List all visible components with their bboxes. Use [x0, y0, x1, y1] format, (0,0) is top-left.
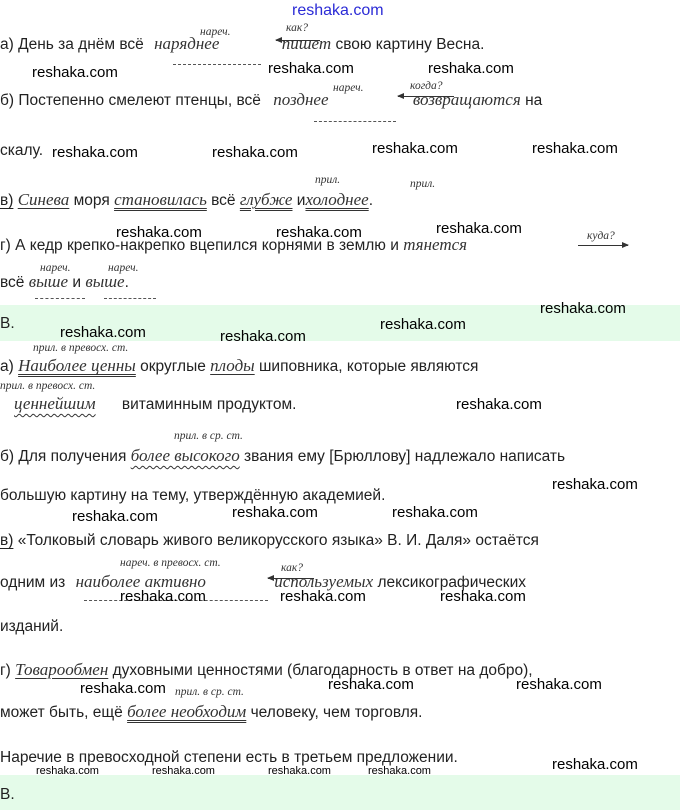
answer-band-2 — [0, 775, 680, 810]
text: свою картину Весна. — [335, 36, 485, 53]
watermark: reshaka.com — [212, 144, 298, 161]
annotation-question: как? — [281, 562, 303, 574]
sentence-2v — [0, 531, 539, 551]
sentence-2v-cont2: изданий. — [0, 618, 64, 635]
sentence-2g — [0, 660, 533, 681]
annotation-superlative: прил. в превосх. ст. — [33, 342, 129, 354]
sentence-1b — [0, 90, 542, 111]
sentence-2a — [0, 356, 478, 377]
word-subject: Синева — [17, 190, 70, 209]
sentence-2g-cont — [0, 702, 422, 723]
text: витаминным продуктом. — [121, 396, 297, 413]
watermark: reshaka.com — [116, 224, 202, 241]
watermark: reshaka.com — [436, 220, 522, 237]
watermark: reshaka.com — [72, 508, 158, 525]
sentence-2b-cont: большую картину на тему, утверждённую академией. — [0, 487, 386, 504]
word-adjective: более высокого — [130, 446, 240, 465]
watermark: reshaka.com — [276, 224, 362, 241]
watermark: reshaka.com — [440, 588, 526, 605]
watermark: reshaka.com — [552, 476, 638, 493]
dependency-arrow — [578, 245, 628, 246]
word-verb: возвращаются — [412, 90, 521, 109]
word-adverb: наряднее — [154, 34, 220, 53]
text: . — [124, 274, 129, 291]
word-adverb: позднее — [273, 90, 329, 109]
word-predicate-adjective: глубже — [239, 190, 293, 209]
text: всё — [0, 274, 25, 291]
word-subject: Товарообмен — [15, 660, 109, 679]
watermark: reshaka.com — [328, 676, 414, 693]
watermark: reshaka.com — [120, 588, 206, 605]
word-predicate-adjective: холоднее — [305, 190, 369, 209]
watermark: reshaka.com — [60, 324, 146, 341]
annotation-comparative: прил. в ср. ст. — [174, 430, 243, 442]
sentence-1g-cont — [0, 272, 129, 293]
sentence-2a-cont — [0, 394, 296, 415]
watermark: reshaka.com — [232, 504, 318, 521]
word-predicate: Наиболее ценны — [18, 356, 136, 375]
answer-mark: в) — [0, 192, 14, 209]
watermark: reshaka.com — [540, 300, 626, 317]
word-adverb: наиболее активно — [75, 572, 206, 591]
watermark: reshaka.com — [280, 588, 366, 605]
text: б) Постепенно смелеют птенцы, всё — [0, 92, 261, 109]
watermark: reshaka.com — [372, 140, 458, 157]
annotation-adverb: нареч. — [40, 262, 71, 274]
word-verb: пишет — [281, 34, 332, 53]
watermark: reshaka.com — [428, 60, 514, 77]
watermark: reshaka.com — [36, 765, 99, 777]
annotation-superlative: прил. в превосх. ст. — [0, 380, 96, 392]
annotation-question: как? — [286, 22, 308, 34]
sentence-1g — [0, 235, 467, 256]
text: человеку, чем торговля. — [250, 704, 423, 721]
text: звания ему [Брюллову] надлежало написать — [244, 448, 566, 465]
text: . — [368, 192, 373, 209]
word-adverb: выше — [28, 272, 69, 291]
watermark: reshaka.com — [552, 756, 638, 773]
text: лексикографических — [377, 574, 526, 591]
text: всё — [211, 192, 236, 209]
annotation-adverb: нареч. — [108, 262, 139, 274]
annotation-adverb: нареч. — [333, 82, 364, 94]
annotation-adverb: нареч. — [200, 26, 231, 38]
word-subject: плоды — [210, 356, 255, 375]
watermark: reshaka.com — [80, 680, 166, 697]
annotation-question: когда? — [410, 80, 443, 92]
text: «Толковый словарь живого великорусского языка» В. И. Даля» остаётся — [17, 532, 539, 549]
annotation-superlative-adverb: нареч. в превосх. ст. — [120, 557, 221, 569]
watermark: reshaka.com — [52, 144, 138, 161]
annotation-question: куда? — [587, 230, 615, 242]
text: духовными ценностями (благодарность в ответ на добро), — [112, 662, 533, 679]
watermark: reshaka.com — [268, 60, 354, 77]
underline-dashdot — [35, 298, 85, 299]
watermark: reshaka.com — [456, 396, 542, 413]
word-adverb: выше — [85, 272, 125, 291]
text: на — [525, 92, 543, 109]
watermark: reshaka.com — [152, 765, 215, 777]
underline-dashdot — [104, 298, 156, 299]
text: может быть, ещё — [0, 704, 123, 721]
watermark: reshaka.com — [368, 765, 431, 777]
sentence-2b — [0, 446, 565, 467]
watermark: reshaka.com — [392, 504, 478, 521]
watermark: reshaka.com — [516, 676, 602, 693]
underline-dashdot — [314, 121, 396, 122]
text: г) — [0, 662, 11, 679]
annotation-comparative: прил. в ср. ст. — [175, 686, 244, 698]
watermark: reshaka.com — [380, 316, 466, 333]
watermark: reshaka.com — [532, 140, 618, 157]
watermark: reshaka.com — [220, 328, 306, 345]
site-logo-text: reshaka.com — [292, 2, 384, 19]
text: одним из — [0, 574, 66, 591]
text: и — [296, 192, 306, 209]
text: б) Для получения — [0, 448, 127, 465]
watermark: reshaka.com — [32, 64, 118, 81]
annotation-adjective: прил. — [410, 178, 436, 190]
text: г) А кедр крепко-накрепко вцепился корнями в землю и — [0, 237, 399, 254]
word-adjective: ценнейшим — [14, 394, 96, 413]
sentence-1v — [0, 190, 373, 211]
text: а) — [0, 358, 14, 375]
answer-label: В. — [0, 315, 15, 332]
answer-label: В. — [0, 786, 15, 803]
annotation-adjective: прил. — [315, 174, 341, 186]
word-predicate: становилась — [114, 190, 207, 209]
answer-mark: в) — [0, 532, 14, 549]
word-participle: используемых — [274, 572, 374, 591]
sentence-1b-cont: скалу. — [0, 142, 44, 159]
text: моря — [73, 192, 110, 209]
text: шиповника, которые являются — [259, 358, 479, 375]
watermark: reshaka.com — [268, 765, 331, 777]
word-verb: тянется — [403, 235, 468, 254]
underline-dashdot — [173, 64, 261, 65]
text: и — [72, 274, 82, 291]
text: а) День за днём всё — [0, 36, 144, 53]
conclusion: Наречие в превосходной степени есть в третьем предложении. — [0, 749, 458, 766]
text: округлые — [140, 358, 206, 375]
word-predicate: более необходим — [127, 702, 247, 721]
sentence-1a — [0, 34, 484, 55]
